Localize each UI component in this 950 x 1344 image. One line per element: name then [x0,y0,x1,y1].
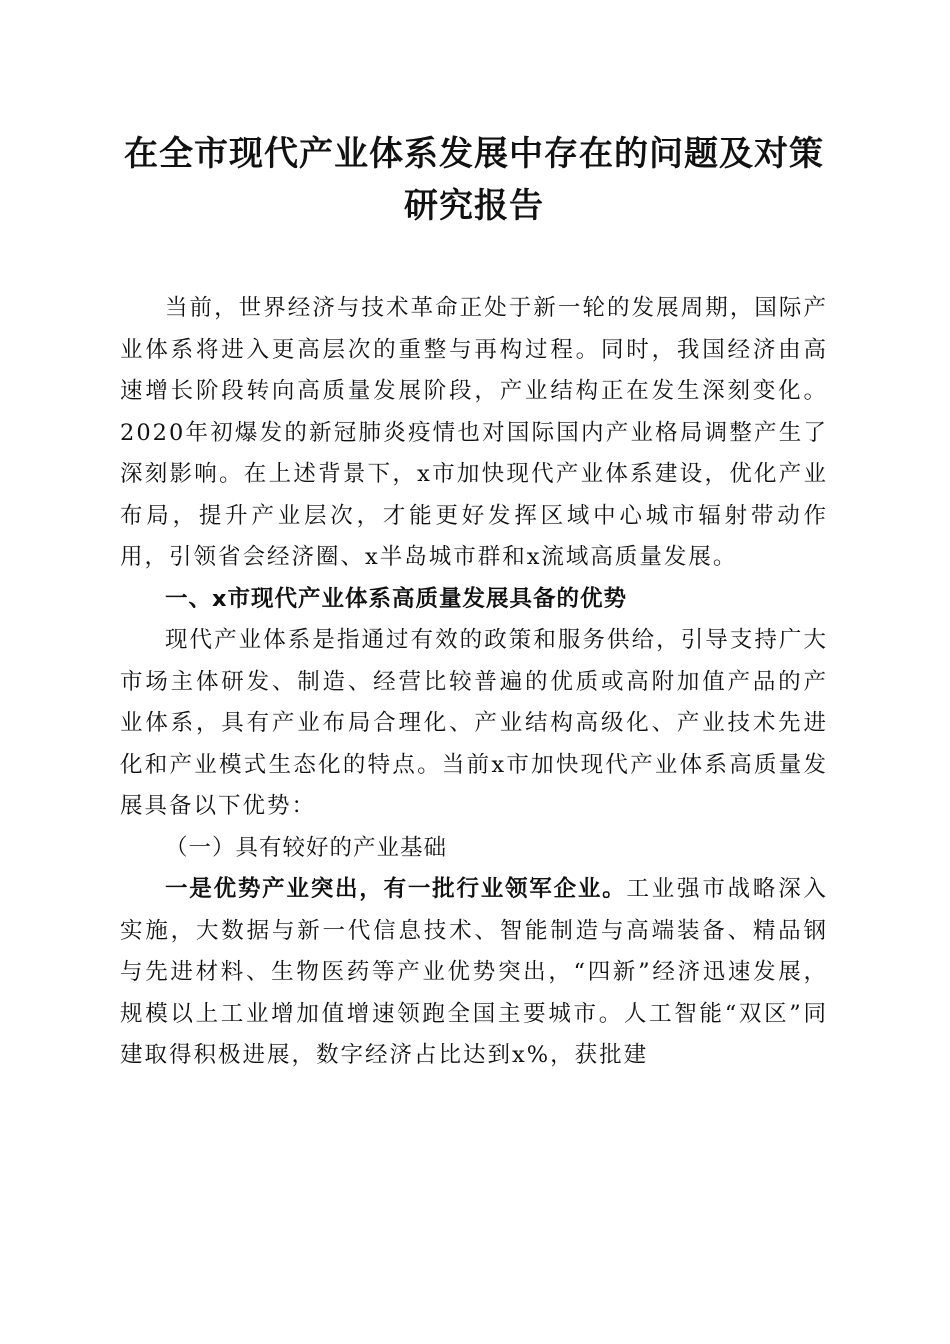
document-page [120,128,828,1077]
definition-paragraph: 现代产业体系是指通过有效的政策和服务供给，引导支持广大市场主体研发、制造、经营比较普遍的优质或高附加值产品的产业体系，具有产业布局合理化、产业结构高级化、产业技术先进化和产业模式生态化的特点。当前x市加快现代产业体系高质量发展具备以下优势： [120,627,828,819]
industry-paragraph [120,869,828,1077]
section-heading-1: 一、x市现代产业体系高质量发展具备的优势 [165,585,628,612]
subsection-heading-1: （一）具有较好的产业基础 [165,834,448,861]
title-line-2: 研究报告 [404,186,544,226]
paragraph-body-text: 工业强市战略深入实施，大数据与新一代信息技术、智能制造与高端装备、精品钢与先进材料、生物医药等产业优势突出，“四新”经济迅速发展，规模以上工业增加值增速领跑全国主要城市。人工智能“双区”同建取得积极进展，数字经济占比达到x%，获批建 [120,876,828,1068]
document-body [120,288,828,1077]
title-line-1: 在全市现代产业体系发展中存在的问题及对策 [124,134,824,174]
paragraph-lead-sentence: 一是优势产业突出，有一批行业领军企业。 [165,876,627,902]
document-title [120,128,828,232]
intro-paragraph: 当前，世界经济与技术革命正处于新一轮的发展周期，国际产业体系将进入更高层次的重整与再构过程。同时，我国经济由高速增长阶段转向高质量发展阶段，产业结构正在发生深刻变化。2020年初爆发的新冠肺炎疫情也对国际国内产业格局调整产生了深刻影响。在上述背景下，x市加快现代产业体系建设，优化产业布局，提升产业层次，才能更好发挥区域中心城市辐射带动作用，引领省会经济圈、x半岛城市群和x流域高质量发展。 [120,295,828,570]
